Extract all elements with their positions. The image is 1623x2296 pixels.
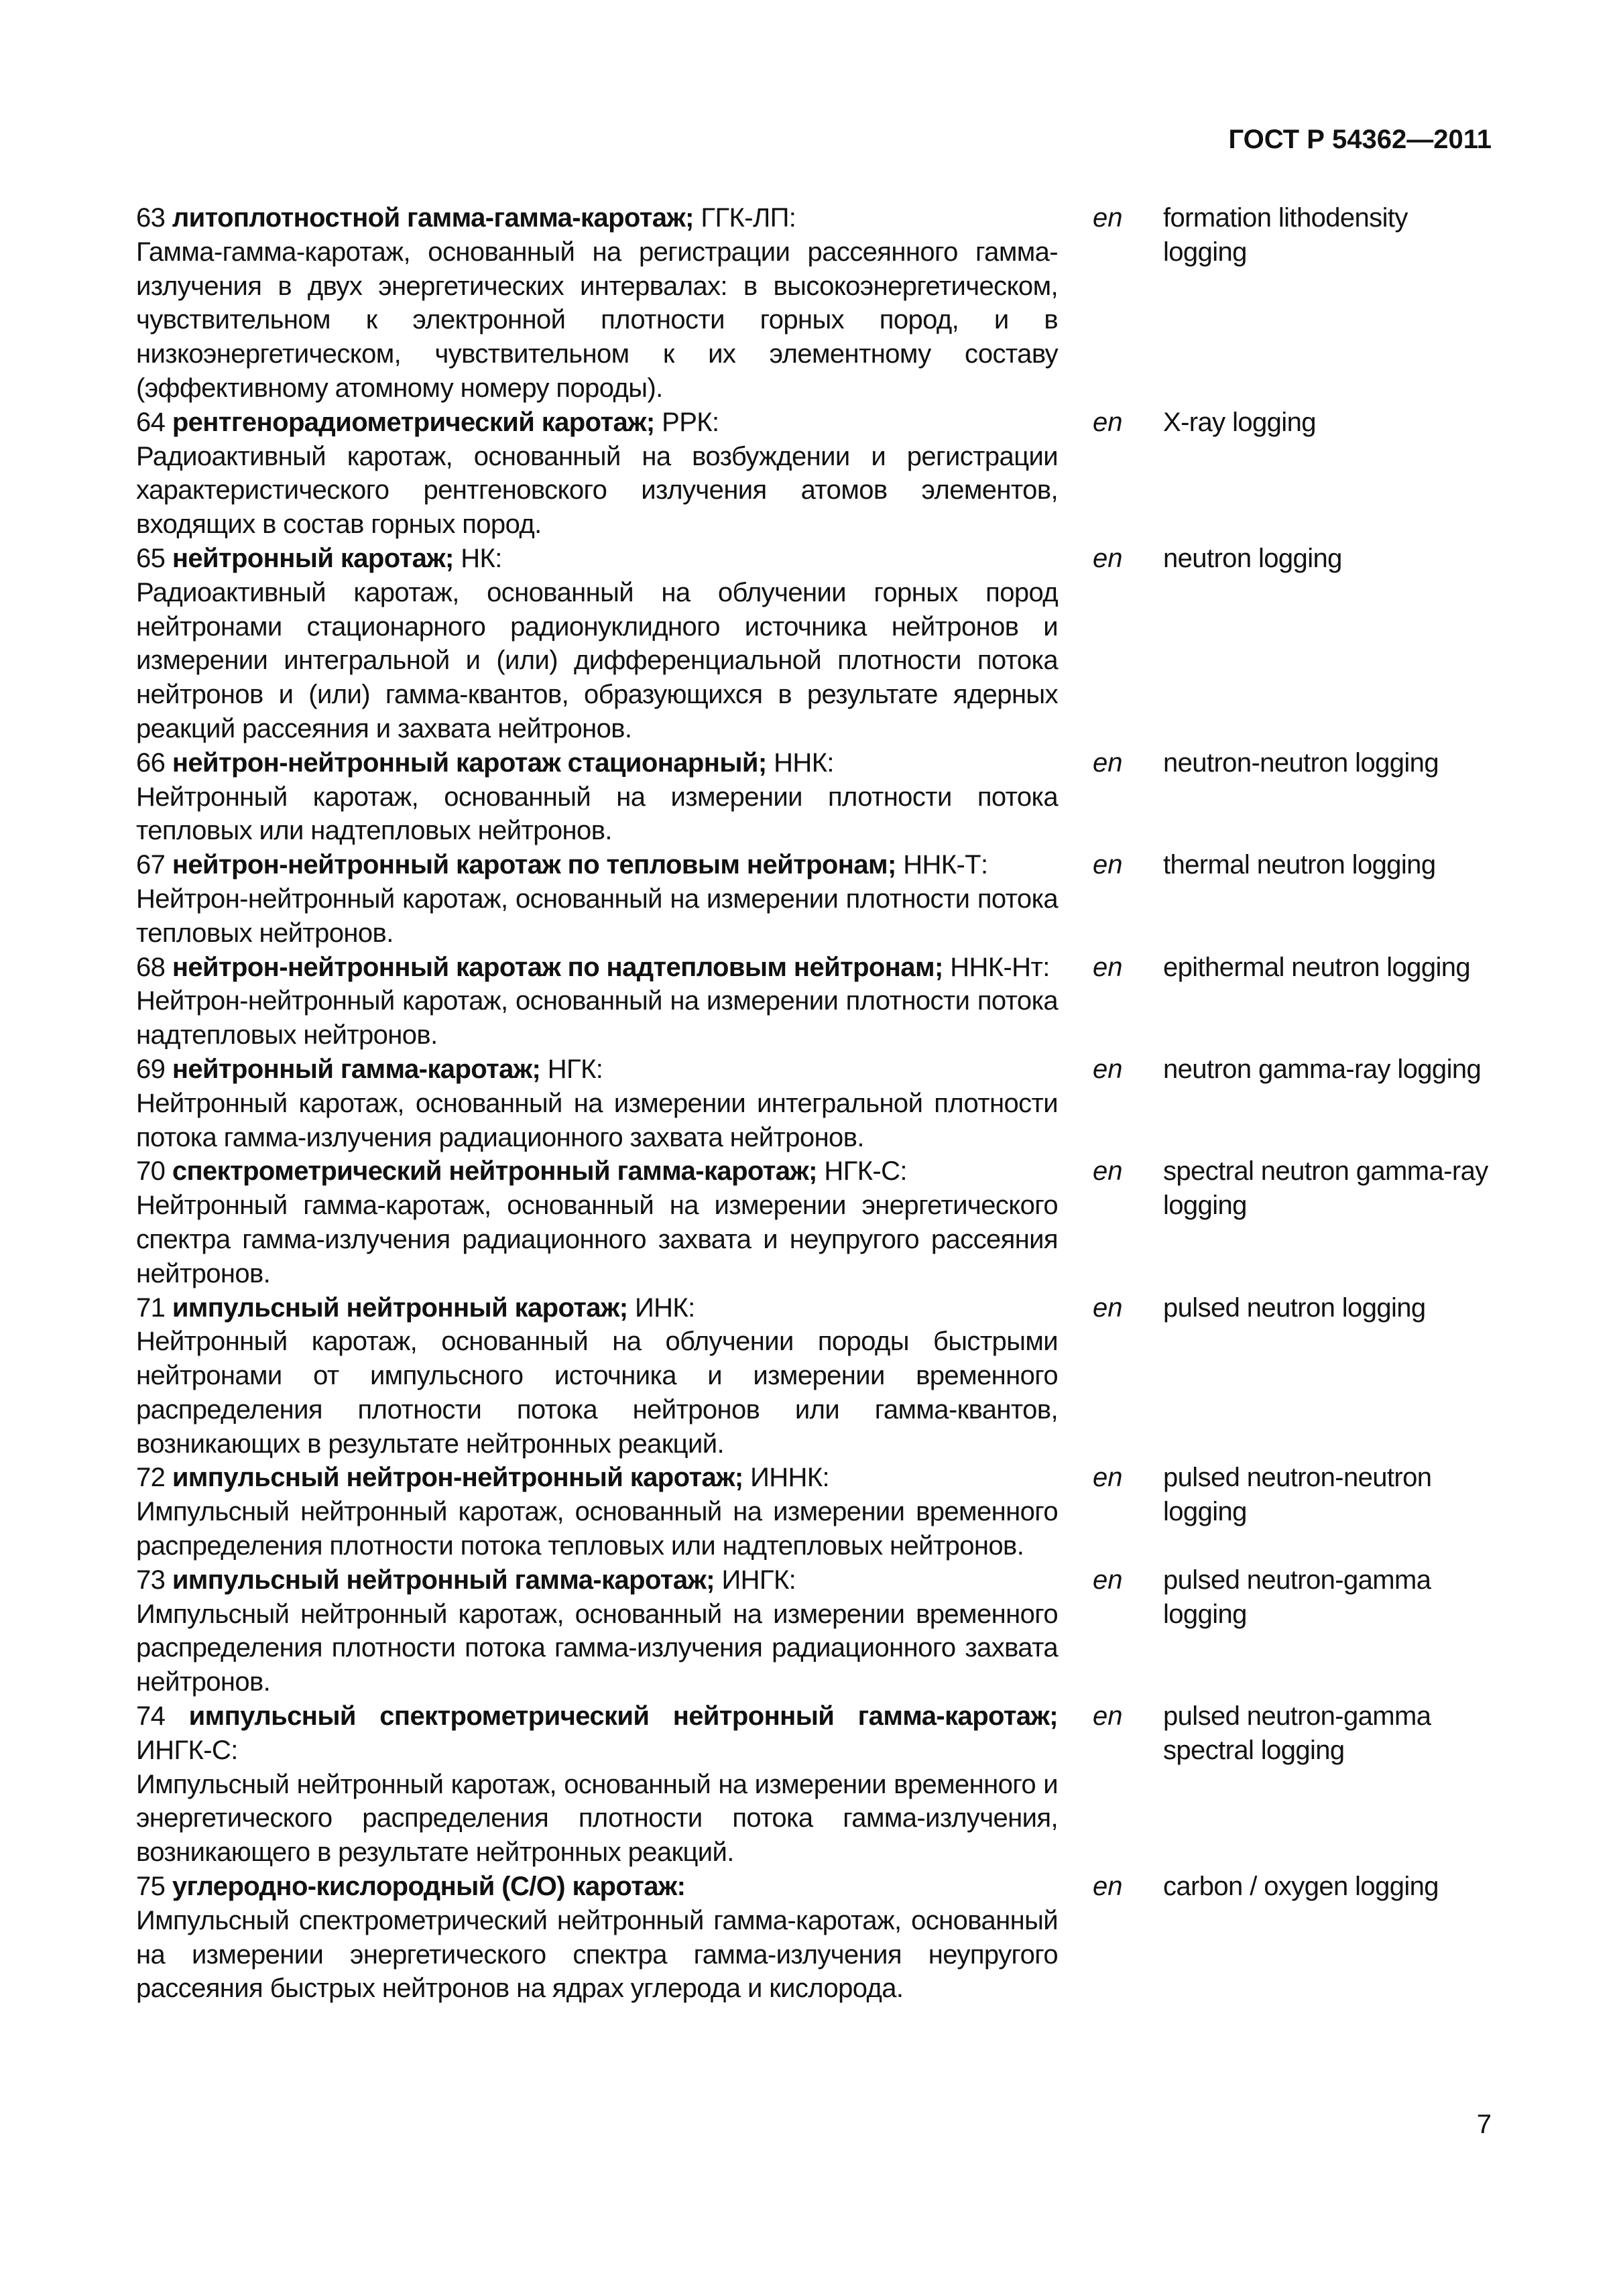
term-definition: Нейтрон-нейтронный каротаж, основанный на измерении плотности потока тепловых нейтронов. [136, 884, 1058, 948]
term-abbreviation: ГГК-ЛП: [701, 203, 796, 233]
language-code: en [1093, 543, 1123, 573]
term-name: импульсный спектрометрический нейтронный гамма-каротаж; [188, 1701, 1058, 1732]
term-heading [136, 1291, 1058, 1325]
term-english: neutron gamma-ray logging [1163, 1054, 1482, 1084]
term-abbreviation: НГК-С: [824, 1156, 907, 1187]
term-number: 63 [136, 203, 166, 233]
term-name: нейтронный каротаж; [172, 543, 454, 573]
term-abbreviation: ННК-Т: [903, 850, 988, 880]
term-number: 69 [136, 1054, 166, 1084]
term-name: литоплотностной гамма-гамма-каротаж; [172, 203, 694, 233]
language-code: en [1093, 1463, 1123, 1493]
term-definition: Импульсный нейтронный каротаж, основанный на измерении временного распределения плотности потока тепловых или надтепловых нейтронов. [136, 1497, 1058, 1561]
term-english: pulsed neutron logging [1163, 1292, 1426, 1323]
term-english: thermal neutron logging [1163, 850, 1436, 880]
term-english: neutron-neutron logging [1163, 747, 1439, 778]
term-entry [136, 1563, 1494, 1699]
term-definition: Нейтронный каротаж, основанный на измерении интегральной плотности потока гамма-излучения радиационного захвата нейтронов. [136, 1088, 1058, 1152]
term-heading [136, 406, 1058, 440]
term-name: импульсный нейтронный каротаж; [172, 1292, 628, 1323]
term-entry [136, 542, 1494, 746]
term-abbreviation: ИНК: [634, 1292, 695, 1323]
term-definition: Нейтрон-нейтронный каротаж, основанный на измерении плотности потока надтепловых нейтронов. [136, 986, 1058, 1050]
term-number: 74 [136, 1701, 166, 1732]
term-name: импульсный нейтрон-нейтронный каротаж; [172, 1463, 743, 1493]
term-entry [136, 951, 1494, 1052]
term-number: 72 [136, 1463, 166, 1493]
term-entry [136, 1154, 1494, 1290]
term-entry [136, 201, 1494, 406]
term-definition: Нейтронный каротаж, основанный на облучении породы быстрыми нейтронами от импульсного источника и измерении временного распределения плотности потока нейтронов или гамма-квантов, возникающих в результате нейтронных реакций. [136, 1327, 1058, 1459]
term-abbreviation: ИННК: [750, 1463, 830, 1493]
term-russian [136, 1291, 1058, 1461]
term-russian [136, 406, 1058, 542]
term-number: 65 [136, 543, 166, 573]
language-code: en [1093, 1292, 1123, 1323]
term-russian [136, 1154, 1058, 1290]
standard-designation: ГОСТ Р 54362—2011 [1228, 125, 1492, 154]
term-definition: Нейтронный гамма-каротаж, основанный на измерении энергетического спектра гамма-излучения радиационного захвата и неупругого рассеяния нейтронов. [136, 1191, 1058, 1288]
term-english: pulsed neutron-neutron logging [1163, 1463, 1432, 1527]
term-russian [136, 1052, 1058, 1154]
term-number: 66 [136, 747, 166, 778]
term-entry [136, 1870, 1494, 2006]
page-number: 7 [1476, 2110, 1492, 2139]
term-heading [136, 1154, 1058, 1189]
term-definition: Гамма-гамма-каротаж, основанный на регистрации рассеянного гамма-излучения в двух энергетических интервалах: в высокоэнергетическом, чувствительном к электронной плотности горных пород, и в низкоэнергетическом, чувствительном к их элементному составу (эффективному атомному номеру породы). [136, 237, 1058, 403]
term-russian [136, 542, 1058, 746]
term-entry [136, 406, 1494, 542]
language-code: en [1093, 1054, 1123, 1084]
term-definition: Импульсный спектрометрический нейтронный гамма-каротаж, основанный на измерении энергетического спектра гамма-излучения неупругого рассеяния быстрых нейтронов на ядрах углерода и кислорода. [136, 1905, 1058, 2004]
term-number: 71 [136, 1292, 166, 1323]
term-english: formation lithodensity logging [1163, 203, 1408, 267]
term-heading [136, 1699, 1058, 1768]
term-russian [136, 746, 1058, 848]
term-entry [136, 1461, 1494, 1563]
term-english: carbon / oxygen logging [1163, 1872, 1439, 1902]
term-english: epithermal neutron logging [1163, 952, 1471, 982]
term-russian [136, 1699, 1058, 1870]
term-russian [136, 951, 1058, 1052]
term-number: 75 [136, 1872, 166, 1902]
term-heading [136, 848, 1058, 882]
term-english: neutron logging [1163, 543, 1342, 573]
term-heading [136, 951, 1058, 985]
term-name: рентгенорадиометрический каротаж; [172, 407, 655, 437]
term-definition: Радиоактивный каротаж, основанный на облучении горных пород нейтронами стационарного радионуклидного источника нейтронов и измерении интегральной и (или) дифференциальной плотности потока нейтронов и (или) гамма-квантов, образующихся в результате ядерных реакций рассеяния и захвата нейтронов. [136, 577, 1058, 743]
language-code: en [1093, 850, 1123, 880]
term-number: 70 [136, 1156, 166, 1187]
term-abbreviation: ИНГК: [721, 1565, 796, 1595]
term-entry [136, 1052, 1494, 1154]
term-english: pulsed neutron-gamma logging [1163, 1565, 1431, 1629]
term-name: нейтрон-нейтронный каротаж стационарный; [172, 747, 767, 778]
term-abbreviation: НГК: [547, 1054, 603, 1084]
term-definition: Радиоактивный каротаж, основанный на возбуждении и регистрации характеристического рентгеновского излучения атомов элементов, входящих в состав горных пород. [136, 441, 1058, 540]
term-abbreviation: РРК: [662, 407, 719, 437]
term-entry [136, 1699, 1494, 1870]
term-definition: Нейтронный каротаж, основанный на измерении плотности потока тепловых или надтепловых нейтронов. [136, 782, 1058, 846]
term-number: 64 [136, 407, 166, 437]
term-russian [136, 1461, 1058, 1563]
terms-list [136, 201, 1494, 2006]
language-code: en [1093, 1565, 1123, 1595]
term-entry [136, 848, 1494, 950]
term-entry [136, 746, 1494, 848]
term-english: spectral neutron gamma-ray logging [1163, 1156, 1488, 1221]
term-name: нейтронный гамма-каротаж; [172, 1054, 541, 1084]
term-heading [136, 1870, 1058, 1904]
language-code: en [1093, 203, 1123, 233]
term-name: импульсный нейтронный гамма-каротаж; [172, 1565, 715, 1595]
term-abbreviation: ННК: [774, 747, 834, 778]
term-name: нейтрон-нейтронный каротаж по тепловым нейтронам; [172, 850, 896, 880]
term-definition: Импульсный нейтронный каротаж, основанный на измерении временного распределения плотности потока гамма-излучения радиационного захвата нейтронов. [136, 1599, 1058, 1697]
term-heading [136, 542, 1058, 576]
term-heading [136, 1461, 1058, 1495]
term-number: 68 [136, 952, 166, 982]
term-definition: Импульсный нейтронный каротаж, основанный на измерении временного и энергетического распределения плотности потока гамма-излучения, возникающего в результате нейтронных реакций. [136, 1769, 1058, 1868]
term-heading [136, 1563, 1058, 1597]
term-russian [136, 1563, 1058, 1699]
language-code: en [1093, 1872, 1123, 1902]
language-code: en [1093, 747, 1123, 778]
term-number: 67 [136, 850, 166, 880]
term-abbreviation: НК: [461, 543, 502, 573]
language-code: en [1093, 1156, 1123, 1187]
term-heading [136, 201, 1058, 235]
term-entry [136, 1291, 1494, 1461]
term-russian [136, 1870, 1058, 2006]
term-abbreviation: ИНГК-С: [136, 1735, 238, 1765]
language-code: en [1093, 952, 1123, 982]
term-english: X-ray logging [1163, 407, 1316, 437]
term-russian [136, 201, 1058, 406]
term-english: pulsed neutron-gamma spectral logging [1163, 1701, 1431, 1765]
term-russian [136, 848, 1058, 950]
language-code: en [1093, 1701, 1123, 1732]
term-abbreviation: ННК-Нт: [950, 952, 1050, 982]
language-code: en [1093, 407, 1123, 437]
term-heading [136, 746, 1058, 780]
term-name: углеродно-кислородный (С/О) каротаж: [172, 1872, 686, 1902]
term-number: 73 [136, 1565, 166, 1595]
term-heading [136, 1052, 1058, 1087]
term-name: спектрометрический нейтронный гамма-каротаж; [172, 1156, 817, 1187]
term-name: нейтрон-нейтронный каротаж по надтепловым нейтронам; [172, 952, 943, 982]
